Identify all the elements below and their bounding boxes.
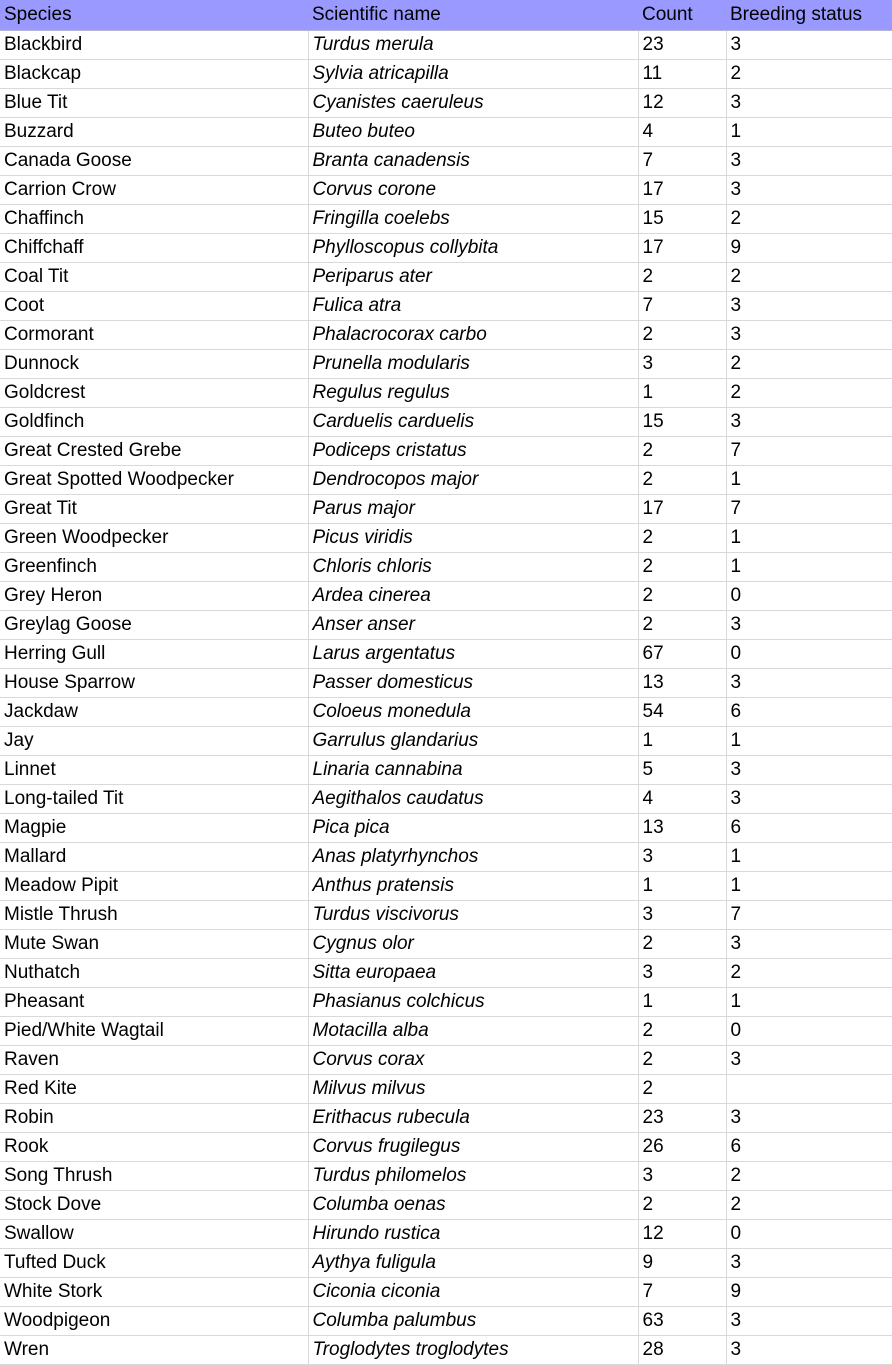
- cell-breeding-status[interactable]: 0: [726, 1017, 892, 1046]
- table-row: [0, 901, 892, 930]
- cell-breeding-status[interactable]: 1: [726, 524, 892, 553]
- cell-scientific-name[interactable]: Periparus ater: [308, 263, 638, 292]
- cell-count[interactable]: 2: [638, 553, 726, 582]
- cell-species[interactable]: Meadow Pipit: [0, 872, 308, 901]
- table-row: [0, 756, 892, 785]
- cell-species[interactable]: Song Thrush: [0, 1162, 308, 1191]
- cell-scientific-name[interactable]: Aegithalos caudatus: [308, 785, 638, 814]
- table-row: [0, 31, 892, 60]
- cell-species[interactable]: Buzzard: [0, 118, 308, 147]
- cell-scientific-name[interactable]: Regulus regulus: [308, 379, 638, 408]
- cell-scientific-name[interactable]: Prunella modularis: [308, 350, 638, 379]
- cell-scientific-name[interactable]: Milvus milvus: [308, 1075, 638, 1104]
- table-row: [0, 60, 892, 89]
- table-row: [0, 1307, 892, 1336]
- cell-breeding-status[interactable]: 6: [726, 814, 892, 843]
- cell-species[interactable]: Carrion Crow: [0, 176, 308, 205]
- cell-breeding-status[interactable]: 6: [726, 698, 892, 727]
- cell-breeding-status[interactable]: 3: [726, 1249, 892, 1278]
- cell-count[interactable]: 11: [638, 60, 726, 89]
- cell-species[interactable]: Nuthatch: [0, 959, 308, 988]
- table-row: [0, 466, 892, 495]
- cell-scientific-name[interactable]: Dendrocopos major: [308, 466, 638, 495]
- cell-breeding-status[interactable]: 1: [726, 872, 892, 901]
- cell-scientific-name[interactable]: Corvus frugilegus: [308, 1133, 638, 1162]
- cell-scientific-name[interactable]: Pica pica: [308, 814, 638, 843]
- cell-species[interactable]: Jackdaw: [0, 698, 308, 727]
- cell-breeding-status[interactable]: 1: [726, 466, 892, 495]
- table-row: [0, 350, 892, 379]
- cell-count[interactable]: 28: [638, 1336, 726, 1365]
- cell-scientific-name[interactable]: Phalacrocorax carbo: [308, 321, 638, 350]
- table-row: [0, 669, 892, 698]
- table-row: [0, 611, 892, 640]
- cell-breeding-status[interactable]: 2: [726, 263, 892, 292]
- cell-breeding-status[interactable]: 0: [726, 582, 892, 611]
- cell-species[interactable]: Pheasant: [0, 988, 308, 1017]
- cell-count[interactable]: 2: [638, 582, 726, 611]
- table-row: [0, 408, 892, 437]
- cell-count[interactable]: 13: [638, 669, 726, 698]
- table-row: [0, 1220, 892, 1249]
- cell-count[interactable]: 3: [638, 350, 726, 379]
- table-row: [0, 959, 892, 988]
- cell-scientific-name[interactable]: Fringilla coelebs: [308, 205, 638, 234]
- cell-count[interactable]: 23: [638, 31, 726, 60]
- cell-species[interactable]: Raven: [0, 1046, 308, 1075]
- cell-breeding-status[interactable]: 3: [726, 611, 892, 640]
- cell-count[interactable]: 17: [638, 176, 726, 205]
- cell-scientific-name[interactable]: Turdus philomelos: [308, 1162, 638, 1191]
- header-species[interactable]: Species: [0, 0, 308, 31]
- cell-count[interactable]: 3: [638, 901, 726, 930]
- cell-species[interactable]: Swallow: [0, 1220, 308, 1249]
- table-row: [0, 727, 892, 756]
- cell-breeding-status[interactable]: 0: [726, 1220, 892, 1249]
- cell-species[interactable]: Tufted Duck: [0, 1249, 308, 1278]
- cell-count[interactable]: 3: [638, 959, 726, 988]
- cell-scientific-name[interactable]: Turdus merula: [308, 31, 638, 60]
- table-row: [0, 147, 892, 176]
- cell-count[interactable]: 17: [638, 234, 726, 263]
- cell-scientific-name[interactable]: Aythya fuligula: [308, 1249, 638, 1278]
- table-row: [0, 843, 892, 872]
- cell-scientific-name[interactable]: Podiceps cristatus: [308, 437, 638, 466]
- cell-breeding-status[interactable]: 3: [726, 669, 892, 698]
- cell-scientific-name[interactable]: Cygnus olor: [308, 930, 638, 959]
- cell-breeding-status[interactable]: 3: [726, 31, 892, 60]
- header-row: [0, 0, 892, 31]
- table-row: [0, 640, 892, 669]
- cell-count[interactable]: 3: [638, 1162, 726, 1191]
- cell-count[interactable]: 12: [638, 1220, 726, 1249]
- table-row: [0, 1104, 892, 1133]
- cell-scientific-name[interactable]: Corvus corax: [308, 1046, 638, 1075]
- cell-species[interactable]: Herring Gull: [0, 640, 308, 669]
- cell-species[interactable]: White Stork: [0, 1278, 308, 1307]
- cell-species[interactable]: Blackcap: [0, 60, 308, 89]
- cell-breeding-status[interactable]: 7: [726, 901, 892, 930]
- cell-scientific-name[interactable]: Buteo buteo: [308, 118, 638, 147]
- cell-species[interactable]: Green Woodpecker: [0, 524, 308, 553]
- cell-count[interactable]: 3: [638, 843, 726, 872]
- cell-scientific-name[interactable]: Fulica atra: [308, 292, 638, 321]
- cell-count[interactable]: 26: [638, 1133, 726, 1162]
- cell-breeding-status[interactable]: 9: [726, 234, 892, 263]
- table-row: [0, 1017, 892, 1046]
- cell-species[interactable]: Coot: [0, 292, 308, 321]
- cell-species[interactable]: Wren: [0, 1336, 308, 1365]
- table-row: [0, 988, 892, 1017]
- cell-scientific-name[interactable]: Linaria cannabina: [308, 756, 638, 785]
- cell-scientific-name[interactable]: Coloeus monedula: [308, 698, 638, 727]
- table-row: [0, 176, 892, 205]
- cell-species[interactable]: Red Kite: [0, 1075, 308, 1104]
- cell-scientific-name[interactable]: Motacilla alba: [308, 1017, 638, 1046]
- table-row: [0, 1162, 892, 1191]
- cell-breeding-status[interactable]: 2: [726, 959, 892, 988]
- cell-count[interactable]: 2: [638, 466, 726, 495]
- cell-breeding-status[interactable]: 2: [726, 60, 892, 89]
- cell-breeding-status[interactable]: 3: [726, 89, 892, 118]
- cell-scientific-name[interactable]: Troglodytes troglodytes: [308, 1336, 638, 1365]
- cell-species[interactable]: Long-tailed Tit: [0, 785, 308, 814]
- cell-scientific-name[interactable]: Ciconia ciconia: [308, 1278, 638, 1307]
- table-row: [0, 1278, 892, 1307]
- cell-scientific-name[interactable]: Garrulus glandarius: [308, 727, 638, 756]
- table-row: [0, 582, 892, 611]
- table-row: [0, 1249, 892, 1278]
- cell-scientific-name[interactable]: Columba oenas: [308, 1191, 638, 1220]
- cell-species[interactable]: Greenfinch: [0, 553, 308, 582]
- cell-species[interactable]: Stock Dove: [0, 1191, 308, 1220]
- cell-count[interactable]: 15: [638, 408, 726, 437]
- cell-count[interactable]: 17: [638, 495, 726, 524]
- table-row: [0, 872, 892, 901]
- cell-scientific-name[interactable]: Branta canadensis: [308, 147, 638, 176]
- cell-breeding-status[interactable]: [726, 1075, 892, 1104]
- cell-count[interactable]: 5: [638, 756, 726, 785]
- cell-species[interactable]: Great Spotted Woodpecker: [0, 466, 308, 495]
- cell-breeding-status[interactable]: 3: [726, 176, 892, 205]
- cell-breeding-status[interactable]: 1: [726, 118, 892, 147]
- cell-scientific-name[interactable]: Anser anser: [308, 611, 638, 640]
- cell-species[interactable]: Canada Goose: [0, 147, 308, 176]
- cell-species[interactable]: Blue Tit: [0, 89, 308, 118]
- cell-count[interactable]: 2: [638, 1017, 726, 1046]
- cell-breeding-status[interactable]: 3: [726, 147, 892, 176]
- cell-count[interactable]: 13: [638, 814, 726, 843]
- header-count[interactable]: Count: [638, 0, 726, 31]
- table-row: [0, 437, 892, 466]
- table-row: [0, 698, 892, 727]
- cell-species[interactable]: Mallard: [0, 843, 308, 872]
- cell-breeding-status[interactable]: 3: [726, 756, 892, 785]
- table-row: [0, 1191, 892, 1220]
- cell-scientific-name[interactable]: Picus viridis: [308, 524, 638, 553]
- cell-count[interactable]: 23: [638, 1104, 726, 1133]
- cell-scientific-name[interactable]: Sitta europaea: [308, 959, 638, 988]
- cell-species[interactable]: Robin: [0, 1104, 308, 1133]
- cell-count[interactable]: 7: [638, 292, 726, 321]
- cell-count[interactable]: 2: [638, 263, 726, 292]
- cell-breeding-status[interactable]: 2: [726, 350, 892, 379]
- cell-scientific-name[interactable]: Erithacus rubecula: [308, 1104, 638, 1133]
- table-row: [0, 205, 892, 234]
- cell-species[interactable]: Great Tit: [0, 495, 308, 524]
- cell-species[interactable]: Dunnock: [0, 350, 308, 379]
- cell-species[interactable]: Rook: [0, 1133, 308, 1162]
- cell-breeding-status[interactable]: 3: [726, 1104, 892, 1133]
- cell-breeding-status[interactable]: 3: [726, 1046, 892, 1075]
- cell-species[interactable]: Goldcrest: [0, 379, 308, 408]
- cell-count[interactable]: 2: [638, 930, 726, 959]
- cell-breeding-status[interactable]: 3: [726, 321, 892, 350]
- cell-count[interactable]: 4: [638, 118, 726, 147]
- cell-count[interactable]: 2: [638, 1191, 726, 1220]
- cell-count[interactable]: 1: [638, 727, 726, 756]
- cell-breeding-status[interactable]: 3: [726, 292, 892, 321]
- cell-breeding-status[interactable]: 0: [726, 640, 892, 669]
- cell-scientific-name[interactable]: Larus argentatus: [308, 640, 638, 669]
- cell-scientific-name[interactable]: Carduelis carduelis: [308, 408, 638, 437]
- cell-breeding-status[interactable]: 1: [726, 727, 892, 756]
- cell-breeding-status[interactable]: 3: [726, 785, 892, 814]
- cell-scientific-name[interactable]: Columba palumbus: [308, 1307, 638, 1336]
- cell-count[interactable]: 2: [638, 1046, 726, 1075]
- table-row: [0, 930, 892, 959]
- cell-species[interactable]: Jay: [0, 727, 308, 756]
- cell-breeding-status[interactable]: 2: [726, 379, 892, 408]
- cell-count[interactable]: 15: [638, 205, 726, 234]
- table-row: [0, 553, 892, 582]
- cell-count[interactable]: 2: [638, 1075, 726, 1104]
- table-row: [0, 234, 892, 263]
- cell-scientific-name[interactable]: Sylvia atricapilla: [308, 60, 638, 89]
- table-row: [0, 785, 892, 814]
- cell-scientific-name[interactable]: Phasianus colchicus: [308, 988, 638, 1017]
- table-row: [0, 1336, 892, 1365]
- cell-breeding-status[interactable]: 2: [726, 1162, 892, 1191]
- cell-count[interactable]: 54: [638, 698, 726, 727]
- header-breeding-status[interactable]: Breeding status: [726, 0, 892, 31]
- cell-breeding-status[interactable]: 3: [726, 930, 892, 959]
- table-row: [0, 495, 892, 524]
- table-row: [0, 379, 892, 408]
- cell-count[interactable]: 4: [638, 785, 726, 814]
- header-scientific-name[interactable]: Scientific name: [308, 0, 638, 31]
- table-row: [0, 1075, 892, 1104]
- cell-count[interactable]: 7: [638, 1278, 726, 1307]
- cell-count[interactable]: 9: [638, 1249, 726, 1278]
- table-row: [0, 524, 892, 553]
- cell-species[interactable]: Goldfinch: [0, 408, 308, 437]
- cell-scientific-name[interactable]: Ardea cinerea: [308, 582, 638, 611]
- cell-species[interactable]: Chiffchaff: [0, 234, 308, 263]
- cell-count[interactable]: 67: [638, 640, 726, 669]
- cell-count[interactable]: 1: [638, 872, 726, 901]
- cell-species[interactable]: Greylag Goose: [0, 611, 308, 640]
- cell-breeding-status[interactable]: 3: [726, 408, 892, 437]
- cell-scientific-name[interactable]: Hirundo rustica: [308, 1220, 638, 1249]
- cell-count[interactable]: 2: [638, 524, 726, 553]
- cell-species[interactable]: Linnet: [0, 756, 308, 785]
- table-row: [0, 292, 892, 321]
- cell-breeding-status[interactable]: 2: [726, 205, 892, 234]
- cell-breeding-status[interactable]: 2: [726, 1191, 892, 1220]
- table-row: [0, 263, 892, 292]
- table-body: [0, 31, 892, 1365]
- cell-species[interactable]: Blackbird: [0, 31, 308, 60]
- cell-breeding-status[interactable]: 6: [726, 1133, 892, 1162]
- cell-species[interactable]: Magpie: [0, 814, 308, 843]
- table-row: [0, 1133, 892, 1162]
- cell-species[interactable]: Chaffinch: [0, 205, 308, 234]
- cell-species[interactable]: House Sparrow: [0, 669, 308, 698]
- cell-scientific-name[interactable]: Chloris chloris: [308, 553, 638, 582]
- cell-breeding-status[interactable]: 1: [726, 843, 892, 872]
- cell-species[interactable]: Cormorant: [0, 321, 308, 350]
- cell-count[interactable]: 2: [638, 321, 726, 350]
- cell-breeding-status[interactable]: 9: [726, 1278, 892, 1307]
- cell-species[interactable]: Pied/White Wagtail: [0, 1017, 308, 1046]
- table-row: [0, 814, 892, 843]
- cell-scientific-name[interactable]: Turdus viscivorus: [308, 901, 638, 930]
- table-row: [0, 321, 892, 350]
- cell-scientific-name[interactable]: Cyanistes caeruleus: [308, 89, 638, 118]
- cell-species[interactable]: Coal Tit: [0, 263, 308, 292]
- cell-breeding-status[interactable]: 7: [726, 495, 892, 524]
- cell-species[interactable]: Woodpigeon: [0, 1307, 308, 1336]
- cell-species[interactable]: Great Crested Grebe: [0, 437, 308, 466]
- cell-count[interactable]: 12: [638, 89, 726, 118]
- cell-species[interactable]: Mute Swan: [0, 930, 308, 959]
- cell-breeding-status[interactable]: 1: [726, 553, 892, 582]
- table-row: [0, 89, 892, 118]
- cell-scientific-name[interactable]: Passer domesticus: [308, 669, 638, 698]
- cell-species[interactable]: Grey Heron: [0, 582, 308, 611]
- cell-count[interactable]: 1: [638, 988, 726, 1017]
- cell-scientific-name[interactable]: Anas platyrhynchos: [308, 843, 638, 872]
- cell-count[interactable]: 7: [638, 147, 726, 176]
- cell-breeding-status[interactable]: 7: [726, 437, 892, 466]
- cell-breeding-status[interactable]: 3: [726, 1307, 892, 1336]
- cell-breeding-status[interactable]: 3: [726, 1336, 892, 1365]
- cell-scientific-name[interactable]: Phylloscopus collybita: [308, 234, 638, 263]
- cell-breeding-status[interactable]: 1: [726, 988, 892, 1017]
- cell-scientific-name[interactable]: Anthus pratensis: [308, 872, 638, 901]
- cell-count[interactable]: 2: [638, 611, 726, 640]
- cell-species[interactable]: Mistle Thrush: [0, 901, 308, 930]
- table-row: [0, 1046, 892, 1075]
- cell-scientific-name[interactable]: Parus major: [308, 495, 638, 524]
- cell-count[interactable]: 1: [638, 379, 726, 408]
- cell-count[interactable]: 63: [638, 1307, 726, 1336]
- cell-scientific-name[interactable]: Corvus corone: [308, 176, 638, 205]
- table-row: [0, 118, 892, 147]
- cell-count[interactable]: 2: [638, 437, 726, 466]
